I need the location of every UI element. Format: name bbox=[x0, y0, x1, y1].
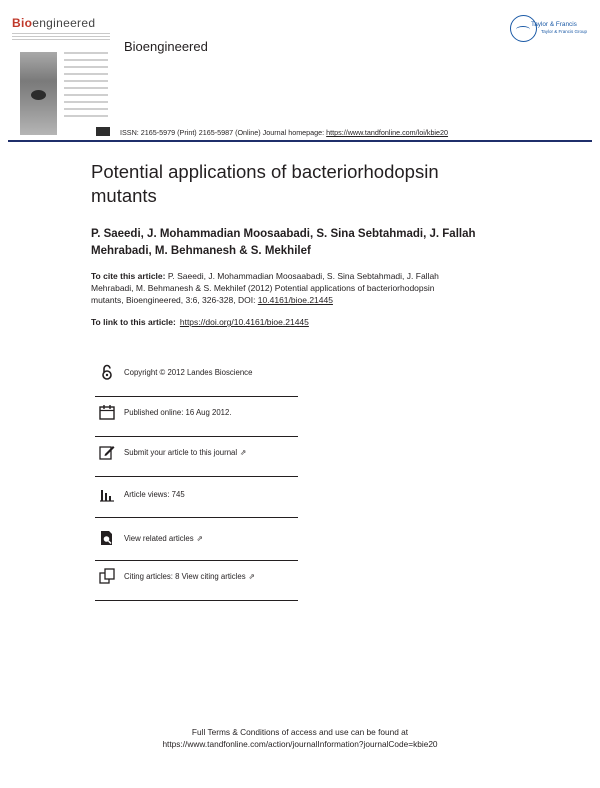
open-access-icon bbox=[99, 364, 115, 380]
article-link-line: To link to this article: https://doi.org/10.4161/bioe.21445 bbox=[91, 317, 309, 327]
publisher-logo-icon bbox=[510, 15, 537, 42]
external-link-icon: ⇗ bbox=[240, 448, 247, 457]
cover-publisher-logo bbox=[96, 127, 110, 136]
terms-link[interactable]: https://www.tandfonline.com/action/journalInformation?journalCode=kbie20 bbox=[162, 738, 438, 749]
header-divider bbox=[8, 140, 592, 142]
search-document-icon bbox=[99, 530, 115, 546]
cover-image bbox=[20, 52, 57, 135]
taylor-francis-logo: Taylor & Francis Taylor & Francis Group bbox=[510, 15, 582, 45]
citation-icon bbox=[99, 568, 115, 584]
related-articles-row[interactable]: View related articles ⇗ bbox=[95, 530, 298, 569]
journal-cover-thumbnail bbox=[9, 16, 113, 137]
published-online-row: Published online: 16 Aug 2012. bbox=[95, 404, 298, 443]
bar-chart-icon bbox=[99, 486, 115, 502]
doi-link[interactable]: 10.4161/bioe.21445 bbox=[257, 295, 333, 305]
citing-articles-row[interactable]: Citing articles: 8 View citing articles ⇗ bbox=[95, 568, 298, 607]
article-title: Potential applications of bacteriorhodopsin mutants bbox=[91, 161, 439, 206]
issn-line: ISSN: 2165-5979 (Print) 2165-5987 (Online) Journal homepage: https://www.tandfonline.com/loi/kbie20 bbox=[120, 128, 449, 137]
article-views-row: Article views: 745 bbox=[95, 486, 298, 525]
external-link-icon: ⇗ bbox=[248, 572, 255, 581]
footer-terms: Full Terms & Conditions of access and use can be found at https://www.tandfonline.com/action/journalInformation?journalCode=kbie20 bbox=[0, 727, 600, 750]
article-authors: P. Saeedi, J. Mohammadian Moosaabadi, S. Sina Sebtahmadi, J. Fallah Mehrabadi, M. Behmanesh & S. Mekhilef bbox=[91, 228, 476, 257]
calendar-icon bbox=[99, 404, 115, 420]
journal-homepage-link[interactable]: https://www.tandfonline.com/loi/kbie20 bbox=[326, 128, 449, 137]
journal-name: Bioengineered bbox=[124, 39, 208, 54]
copyright-row: Copyright © 2012 Landes Bioscience bbox=[95, 364, 298, 403]
article-doi-url[interactable]: https://doi.org/10.4161/bioe.21445 bbox=[179, 317, 309, 327]
citation-block: To cite this article: P. Saeedi, J. Mohammadian Moosaabadi, S. Sina Sebtahmadi, J. Fallah Mehrabadi, M. Behmanesh & S. Mekhilef (2012) Potential applications of bacteriorhodopsin mutants, Bioengineered, 3:6, 326-328, DOI: 10.4161/bioe.21445 bbox=[91, 271, 439, 305]
external-link-icon: ⇗ bbox=[196, 534, 203, 543]
cover-title: Bioengineered bbox=[12, 16, 96, 30]
submit-article-row[interactable]: Submit your article to this journal ⇗ bbox=[95, 444, 298, 483]
edit-icon bbox=[99, 444, 115, 460]
